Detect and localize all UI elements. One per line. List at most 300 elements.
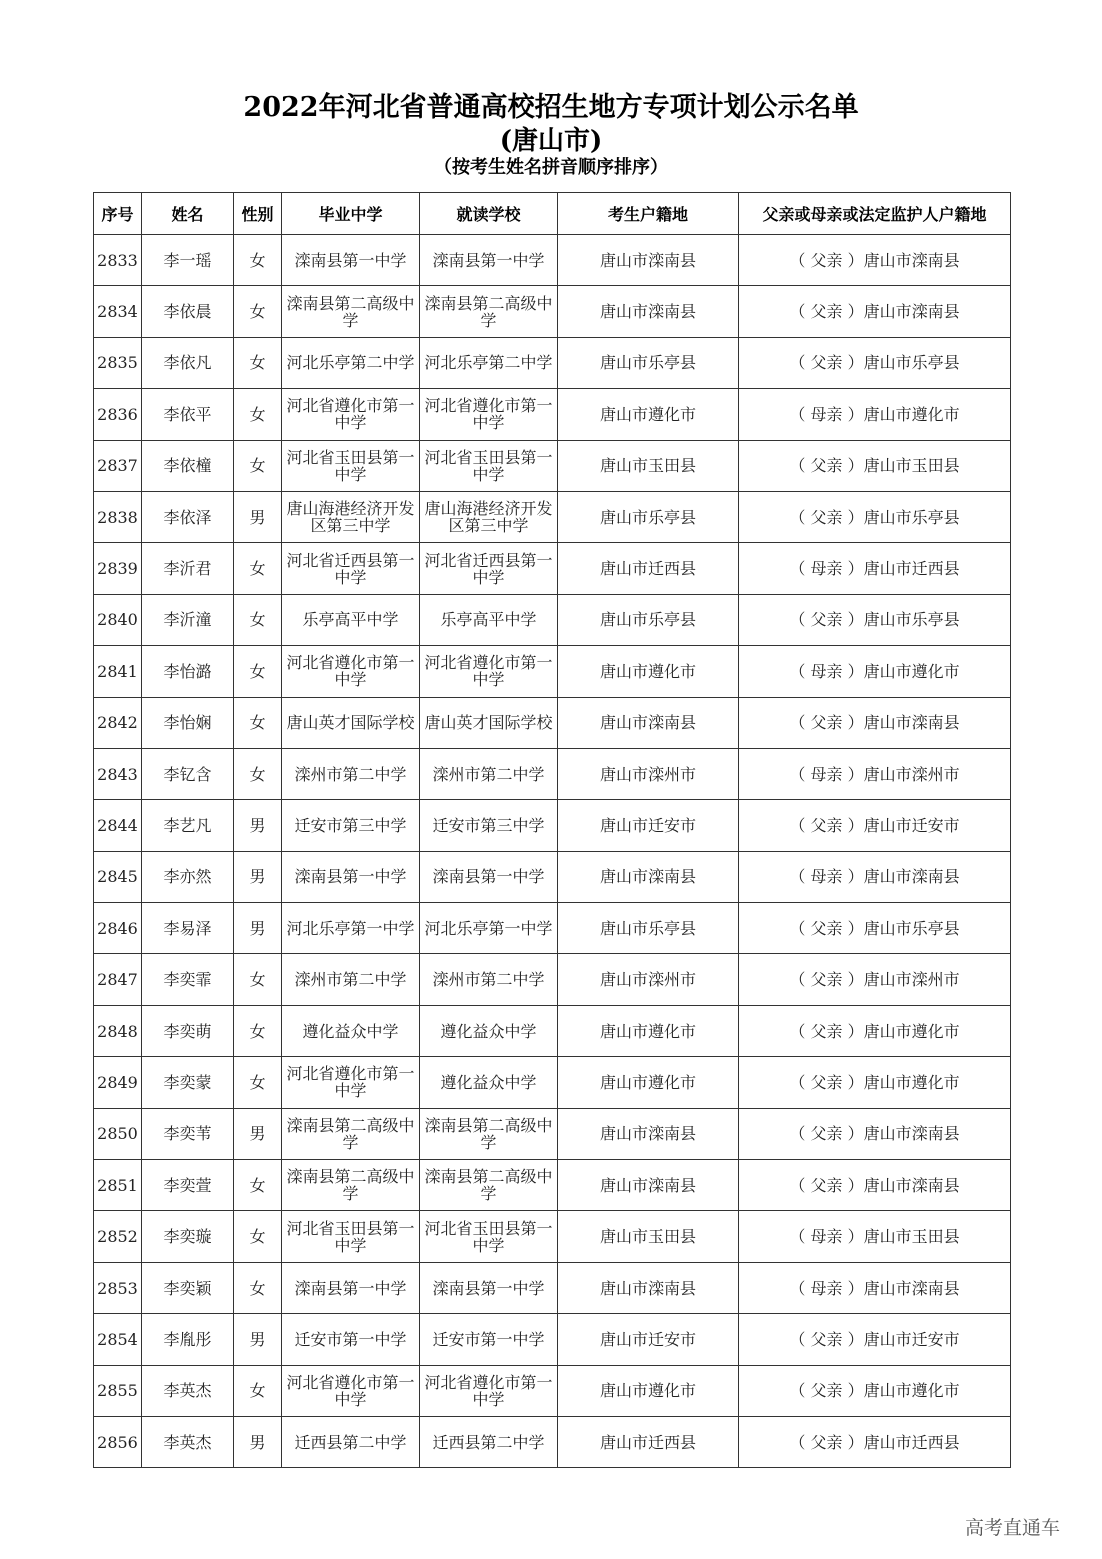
parent-hukou: 唐山市遵化市 (863, 661, 960, 681)
cell-grad-school: 河北乐亭第二中学 (282, 337, 420, 388)
parent-relation: 父亲 (810, 918, 843, 938)
paren-open: （ (789, 867, 811, 887)
parent-relation: 父亲 (810, 1124, 843, 1144)
cell-parent-hukou (739, 646, 1011, 697)
cell-grad-school: 唐山海港经济开发区第三中学 (282, 491, 420, 542)
cell-grad-school: 遵化益众中学 (282, 1005, 420, 1056)
cell-current-school: 迁西县第二中学 (420, 1416, 558, 1467)
parent-hukou: 唐山市滦南县 (863, 867, 960, 887)
cell-name: 李亦然 (142, 851, 234, 902)
parent-hukou: 唐山市滦州市 (863, 970, 960, 990)
paren-close: ） (842, 353, 864, 373)
paren-open: （ (789, 713, 811, 733)
parent-hukou: 唐山市滦州市 (863, 764, 960, 784)
cell-name: 李奕萱 (142, 1160, 234, 1211)
parent-relation: 父亲 (810, 713, 843, 733)
paren-close: ） (842, 764, 864, 784)
cell-seq: 2842 (94, 697, 142, 748)
table-row (94, 903, 1011, 954)
cell-current-school: 滦南县第一中学 (420, 235, 558, 286)
parent-relation: 母亲 (810, 559, 843, 579)
paren-open: （ (789, 507, 811, 527)
column-header-gender: 性别 (234, 193, 282, 235)
table-row (94, 440, 1011, 491)
cell-grad-school: 唐山英才国际学校 (282, 697, 420, 748)
parent-relation: 父亲 (810, 353, 843, 373)
cell-seq: 2835 (94, 337, 142, 388)
cell-parent-hukou (739, 748, 1011, 799)
cell-gender: 男 (234, 903, 282, 954)
table-row (94, 1314, 1011, 1365)
table-body (94, 235, 1011, 1468)
cell-gender: 男 (234, 1108, 282, 1159)
paren-open: （ (789, 456, 811, 476)
cell-seq: 2836 (94, 389, 142, 440)
cell-hukou: 唐山市滦南县 (558, 1108, 739, 1159)
cell-name: 李奕璇 (142, 1211, 234, 1262)
paren-open: （ (789, 559, 811, 579)
parent-relation: 母亲 (810, 867, 843, 887)
cell-gender: 男 (234, 491, 282, 542)
cell-hukou: 唐山市遵化市 (558, 1365, 739, 1416)
cell-seq: 2847 (94, 954, 142, 1005)
cell-seq: 2838 (94, 491, 142, 542)
cell-gender: 女 (234, 1160, 282, 1211)
parent-hukou: 唐山市遵化市 (863, 1381, 960, 1401)
cell-parent-hukou (739, 954, 1011, 1005)
cell-hukou: 唐山市滦南县 (558, 235, 739, 286)
cell-grad-school: 滦州市第二中学 (282, 954, 420, 1005)
page-title: 2022年河北省普通高校招生地方专项计划公示名单 (243, 92, 859, 123)
cell-current-school: 河北省遵化市第一中学 (420, 1365, 558, 1416)
parent-hukou: 唐山市滦南县 (863, 1175, 960, 1195)
cell-seq: 2851 (94, 1160, 142, 1211)
parent-hukou: 唐山市玉田县 (863, 1227, 960, 1247)
cell-current-school: 滦南县第二高级中学 (420, 1160, 558, 1211)
cell-hukou: 唐山市滦南县 (558, 697, 739, 748)
cell-parent-hukou (739, 1005, 1011, 1056)
cell-name: 李艺凡 (142, 800, 234, 851)
parent-hukou: 唐山市迁西县 (863, 559, 960, 579)
paren-open: （ (789, 302, 811, 322)
cell-hukou: 唐山市滦州市 (558, 748, 739, 799)
paren-open: （ (789, 250, 811, 270)
cell-grad-school: 滦南县第二高级中学 (282, 286, 420, 337)
paren-open: （ (789, 404, 811, 424)
cell-name: 李易泽 (142, 903, 234, 954)
cell-gender: 女 (234, 235, 282, 286)
cell-parent-hukou (739, 851, 1011, 902)
cell-seq: 2839 (94, 543, 142, 594)
paren-close: ） (842, 867, 864, 887)
parent-hukou: 唐山市滦南县 (863, 1124, 960, 1144)
table-row (94, 491, 1011, 542)
cell-name: 李英杰 (142, 1416, 234, 1467)
cell-grad-school: 河北省遵化市第一中学 (282, 1365, 420, 1416)
parent-hukou: 唐山市迁安市 (863, 1329, 960, 1349)
column-header-current-school: 就读学校 (420, 193, 558, 235)
paren-close: ） (842, 456, 864, 476)
parent-relation: 父亲 (810, 456, 843, 476)
cell-parent-hukou (739, 697, 1011, 748)
cell-name: 李奕萌 (142, 1005, 234, 1056)
cell-grad-school: 滦南县第一中学 (282, 851, 420, 902)
paren-open: （ (789, 1381, 811, 1401)
cell-parent-hukou (739, 1314, 1011, 1365)
paren-close: ） (842, 1072, 864, 1092)
parent-relation: 父亲 (810, 1432, 843, 1452)
cell-name: 李英杰 (142, 1365, 234, 1416)
cell-gender: 女 (234, 440, 282, 491)
cell-seq: 2850 (94, 1108, 142, 1159)
cell-parent-hukou (739, 440, 1011, 491)
cell-parent-hukou (739, 594, 1011, 645)
cell-current-school: 遵化益众中学 (420, 1005, 558, 1056)
cell-grad-school: 河北省遵化市第一中学 (282, 389, 420, 440)
cell-hukou: 唐山市迁安市 (558, 800, 739, 851)
cell-parent-hukou (739, 337, 1011, 388)
cell-grad-school: 河北省玉田县第一中学 (282, 440, 420, 491)
parent-hukou: 唐山市迁安市 (863, 815, 960, 835)
paren-close: ） (842, 250, 864, 270)
cell-seq: 2854 (94, 1314, 142, 1365)
paren-open: （ (789, 353, 811, 373)
cell-parent-hukou (739, 1365, 1011, 1416)
parent-relation: 父亲 (810, 1329, 843, 1349)
cell-hukou: 唐山市滦南县 (558, 1262, 739, 1313)
parent-hukou: 唐山市乐亭县 (863, 507, 960, 527)
parent-relation: 母亲 (810, 661, 843, 681)
table-row (94, 954, 1011, 1005)
cell-current-school: 滦南县第一中学 (420, 1262, 558, 1313)
parent-hukou: 唐山市乐亭县 (863, 610, 960, 630)
paren-close: ） (842, 404, 864, 424)
cell-seq: 2843 (94, 748, 142, 799)
cell-parent-hukou (739, 1416, 1011, 1467)
cell-current-school: 河北省玉田县第一中学 (420, 440, 558, 491)
parent-hukou: 唐山市滦南县 (863, 1278, 960, 1298)
column-header-hukou: 考生户籍地 (558, 193, 739, 235)
cell-seq: 2848 (94, 1005, 142, 1056)
cell-parent-hukou (739, 903, 1011, 954)
cell-current-school: 滦州市第二中学 (420, 954, 558, 1005)
table-row (94, 646, 1011, 697)
table-row (94, 1057, 1011, 1108)
cell-name: 李沂潼 (142, 594, 234, 645)
cell-gender: 女 (234, 594, 282, 645)
cell-hukou: 唐山市迁西县 (558, 543, 739, 594)
cell-gender: 女 (234, 286, 282, 337)
parent-relation: 父亲 (810, 507, 843, 527)
parent-relation: 母亲 (810, 1227, 843, 1247)
parent-hukou: 唐山市乐亭县 (863, 353, 960, 373)
cell-parent-hukou (739, 1262, 1011, 1313)
parent-relation: 父亲 (810, 610, 843, 630)
cell-gender: 女 (234, 1057, 282, 1108)
paren-close: ） (842, 1278, 864, 1298)
parent-relation: 母亲 (810, 1278, 843, 1298)
paren-open: （ (789, 1329, 811, 1349)
parent-relation: 父亲 (810, 1381, 843, 1401)
cell-seq: 2856 (94, 1416, 142, 1467)
table-row (94, 1211, 1011, 1262)
paren-open: （ (789, 1278, 811, 1298)
cell-current-school: 河北乐亭第二中学 (420, 337, 558, 388)
cell-grad-school: 河北乐亭第一中学 (282, 903, 420, 954)
paren-close: ） (842, 1175, 864, 1195)
cell-gender: 女 (234, 748, 282, 799)
cell-name: 李依泽 (142, 491, 234, 542)
cell-name: 李沂君 (142, 543, 234, 594)
table-row (94, 748, 1011, 799)
cell-hukou: 唐山市滦州市 (558, 954, 739, 1005)
cell-seq: 2834 (94, 286, 142, 337)
paren-close: ） (842, 1124, 864, 1144)
table-row (94, 697, 1011, 748)
table-row (94, 337, 1011, 388)
paren-close: ） (842, 661, 864, 681)
cell-grad-school: 迁西县第二中学 (282, 1416, 420, 1467)
cell-current-school: 滦州市第二中学 (420, 748, 558, 799)
paren-close: ） (842, 302, 864, 322)
table-row (94, 1108, 1011, 1159)
cell-grad-school: 河北省遵化市第一中学 (282, 1057, 420, 1108)
cell-gender: 男 (234, 800, 282, 851)
cell-hukou: 唐山市乐亭县 (558, 903, 739, 954)
cell-gender: 男 (234, 851, 282, 902)
cell-hukou: 唐山市滦南县 (558, 1160, 739, 1211)
column-header-grad-school: 毕业中学 (282, 193, 420, 235)
paren-open: （ (789, 1175, 811, 1195)
parent-relation: 父亲 (810, 815, 843, 835)
parent-relation: 父亲 (810, 1072, 843, 1092)
cell-name: 李依凡 (142, 337, 234, 388)
cell-current-school: 遵化益众中学 (420, 1057, 558, 1108)
parent-hukou: 唐山市滦南县 (863, 302, 960, 322)
paren-open: （ (789, 610, 811, 630)
table-header-row (94, 193, 1011, 235)
paren-close: ） (842, 1329, 864, 1349)
paren-open: （ (789, 661, 811, 681)
paren-close: ） (842, 1021, 864, 1041)
paren-close: ） (842, 970, 864, 990)
cell-grad-school: 乐亭高平中学 (282, 594, 420, 645)
cell-hukou: 唐山市玉田县 (558, 1211, 739, 1262)
cell-grad-school: 滦南县第一中学 (282, 1262, 420, 1313)
table-row (94, 594, 1011, 645)
cell-parent-hukou (739, 543, 1011, 594)
cell-seq: 2852 (94, 1211, 142, 1262)
cell-gender: 女 (234, 1262, 282, 1313)
cell-current-school: 唐山英才国际学校 (420, 697, 558, 748)
paren-open: （ (789, 1124, 811, 1144)
cell-hukou: 唐山市迁安市 (558, 1314, 739, 1365)
table-row (94, 1005, 1011, 1056)
cell-seq: 2833 (94, 235, 142, 286)
cell-name: 李怡娴 (142, 697, 234, 748)
cell-grad-school: 河北省迁西县第一中学 (282, 543, 420, 594)
parent-relation: 父亲 (810, 970, 843, 990)
cell-parent-hukou (739, 235, 1011, 286)
parent-relation: 母亲 (810, 764, 843, 784)
cell-name: 李一瑶 (142, 235, 234, 286)
cell-seq: 2853 (94, 1262, 142, 1313)
cell-seq: 2845 (94, 851, 142, 902)
cell-name: 李奕蒙 (142, 1057, 234, 1108)
cell-seq: 2841 (94, 646, 142, 697)
cell-current-school: 唐山海港经济开发区第三中学 (420, 491, 558, 542)
column-header-name: 姓名 (142, 193, 234, 235)
paren-close: ） (842, 815, 864, 835)
cell-grad-school: 滦南县第一中学 (282, 235, 420, 286)
parent-hukou: 唐山市滦南县 (863, 250, 960, 270)
table-row (94, 1262, 1011, 1313)
cell-gender: 女 (234, 954, 282, 1005)
paren-open: （ (789, 970, 811, 990)
parent-relation: 父亲 (810, 1175, 843, 1195)
cell-grad-school: 迁安市第一中学 (282, 1314, 420, 1365)
cell-parent-hukou (739, 1108, 1011, 1159)
cell-seq: 2846 (94, 903, 142, 954)
cell-parent-hukou (739, 389, 1011, 440)
paren-close: ） (842, 610, 864, 630)
paren-close: ） (842, 507, 864, 527)
cell-hukou: 唐山市遵化市 (558, 1057, 739, 1108)
cell-current-school: 河北乐亭第一中学 (420, 903, 558, 954)
paren-open: （ (789, 815, 811, 835)
table-row (94, 800, 1011, 851)
cell-grad-school: 滦南县第二高级中学 (282, 1160, 420, 1211)
cell-name: 李钇含 (142, 748, 234, 799)
cell-name: 李奕苇 (142, 1108, 234, 1159)
cell-hukou: 唐山市迁西县 (558, 1416, 739, 1467)
cell-name: 李依橦 (142, 440, 234, 491)
cell-hukou: 唐山市乐亭县 (558, 337, 739, 388)
cell-gender: 女 (234, 646, 282, 697)
table-row (94, 286, 1011, 337)
table-row (94, 1365, 1011, 1416)
cell-gender: 女 (234, 1211, 282, 1262)
cell-hukou: 唐山市玉田县 (558, 440, 739, 491)
paren-close: ） (842, 1381, 864, 1401)
cell-gender: 女 (234, 337, 282, 388)
cell-gender: 女 (234, 1005, 282, 1056)
cell-name: 李胤彤 (142, 1314, 234, 1365)
cell-parent-hukou (739, 1160, 1011, 1211)
parent-relation: 父亲 (810, 302, 843, 322)
cell-current-school: 滦南县第二高级中学 (420, 1108, 558, 1159)
paren-open: （ (789, 1432, 811, 1452)
cell-seq: 2840 (94, 594, 142, 645)
parent-hukou: 唐山市遵化市 (863, 1021, 960, 1041)
cell-hukou: 唐山市滦南县 (558, 286, 739, 337)
cell-current-school: 河北省遵化市第一中学 (420, 389, 558, 440)
cell-grad-school: 河北省玉田县第一中学 (282, 1211, 420, 1262)
parent-hukou: 唐山市遵化市 (863, 404, 960, 424)
parent-hukou: 唐山市乐亭县 (863, 918, 960, 938)
table-row (94, 1160, 1011, 1211)
cell-name: 李依平 (142, 389, 234, 440)
cell-current-school: 乐亭高平中学 (420, 594, 558, 645)
cell-grad-school: 滦南县第二高级中学 (282, 1108, 420, 1159)
sort-note: （按考生姓名拼音顺序排序） (434, 157, 668, 178)
paren-close: ） (842, 559, 864, 579)
cell-parent-hukou (739, 286, 1011, 337)
cell-hukou: 唐山市遵化市 (558, 646, 739, 697)
paren-open: （ (789, 918, 811, 938)
column-header-parent-hukou: 父亲或母亲或法定监护人户籍地 (739, 193, 1011, 235)
paren-open: （ (789, 1072, 811, 1092)
cell-hukou: 唐山市乐亭县 (558, 594, 739, 645)
parent-hukou: 唐山市遵化市 (863, 1072, 960, 1092)
cell-name: 李怡潞 (142, 646, 234, 697)
cell-grad-school: 迁安市第三中学 (282, 800, 420, 851)
cell-current-school: 滦南县第一中学 (420, 851, 558, 902)
parent-relation: 父亲 (810, 1021, 843, 1041)
cell-hukou: 唐山市滦南县 (558, 851, 739, 902)
table-row (94, 389, 1011, 440)
page-subtitle: (唐山市) (499, 126, 603, 156)
table-row (94, 543, 1011, 594)
table-row (94, 235, 1011, 286)
parent-relation: 母亲 (810, 404, 843, 424)
cell-gender: 男 (234, 1314, 282, 1365)
paren-open: （ (789, 1227, 811, 1247)
parent-relation: 父亲 (810, 250, 843, 270)
paren-close: ） (842, 918, 864, 938)
cell-hukou: 唐山市遵化市 (558, 1005, 739, 1056)
cell-name: 李奕颖 (142, 1262, 234, 1313)
parent-hukou: 唐山市迁西县 (863, 1432, 960, 1452)
cell-gender: 女 (234, 697, 282, 748)
parent-hukou: 唐山市滦南县 (863, 713, 960, 733)
cell-current-school: 滦南县第二高级中学 (420, 286, 558, 337)
cell-hukou: 唐山市遵化市 (558, 389, 739, 440)
cell-name: 李奕霏 (142, 954, 234, 1005)
cell-gender: 女 (234, 389, 282, 440)
cell-parent-hukou (739, 800, 1011, 851)
cell-gender: 女 (234, 543, 282, 594)
cell-current-school: 河北省遵化市第一中学 (420, 646, 558, 697)
cell-current-school: 河北省迁西县第一中学 (420, 543, 558, 594)
cell-grad-school: 河北省遵化市第一中学 (282, 646, 420, 697)
cell-name: 李依晨 (142, 286, 234, 337)
cell-grad-school: 滦州市第二中学 (282, 748, 420, 799)
cell-seq: 2855 (94, 1365, 142, 1416)
paren-close: ） (842, 713, 864, 733)
cell-seq: 2837 (94, 440, 142, 491)
cell-seq: 2844 (94, 800, 142, 851)
parent-hukou: 唐山市玉田县 (863, 456, 960, 476)
paren-close: ） (842, 1432, 864, 1452)
cell-hukou: 唐山市乐亭县 (558, 491, 739, 542)
table-row (94, 1416, 1011, 1467)
cell-parent-hukou (739, 1211, 1011, 1262)
paren-open: （ (789, 764, 811, 784)
column-header-seq: 序号 (94, 193, 142, 235)
cell-current-school: 迁安市第三中学 (420, 800, 558, 851)
cell-seq: 2849 (94, 1057, 142, 1108)
applicant-table (93, 192, 1011, 1468)
cell-parent-hukou (739, 1057, 1011, 1108)
paren-close: ） (842, 1227, 864, 1247)
cell-current-school: 迁安市第一中学 (420, 1314, 558, 1365)
watermark: 高考直通车 (965, 1517, 1061, 1539)
table-row (94, 851, 1011, 902)
cell-parent-hukou (739, 491, 1011, 542)
cell-gender: 女 (234, 1365, 282, 1416)
cell-current-school: 河北省玉田县第一中学 (420, 1211, 558, 1262)
